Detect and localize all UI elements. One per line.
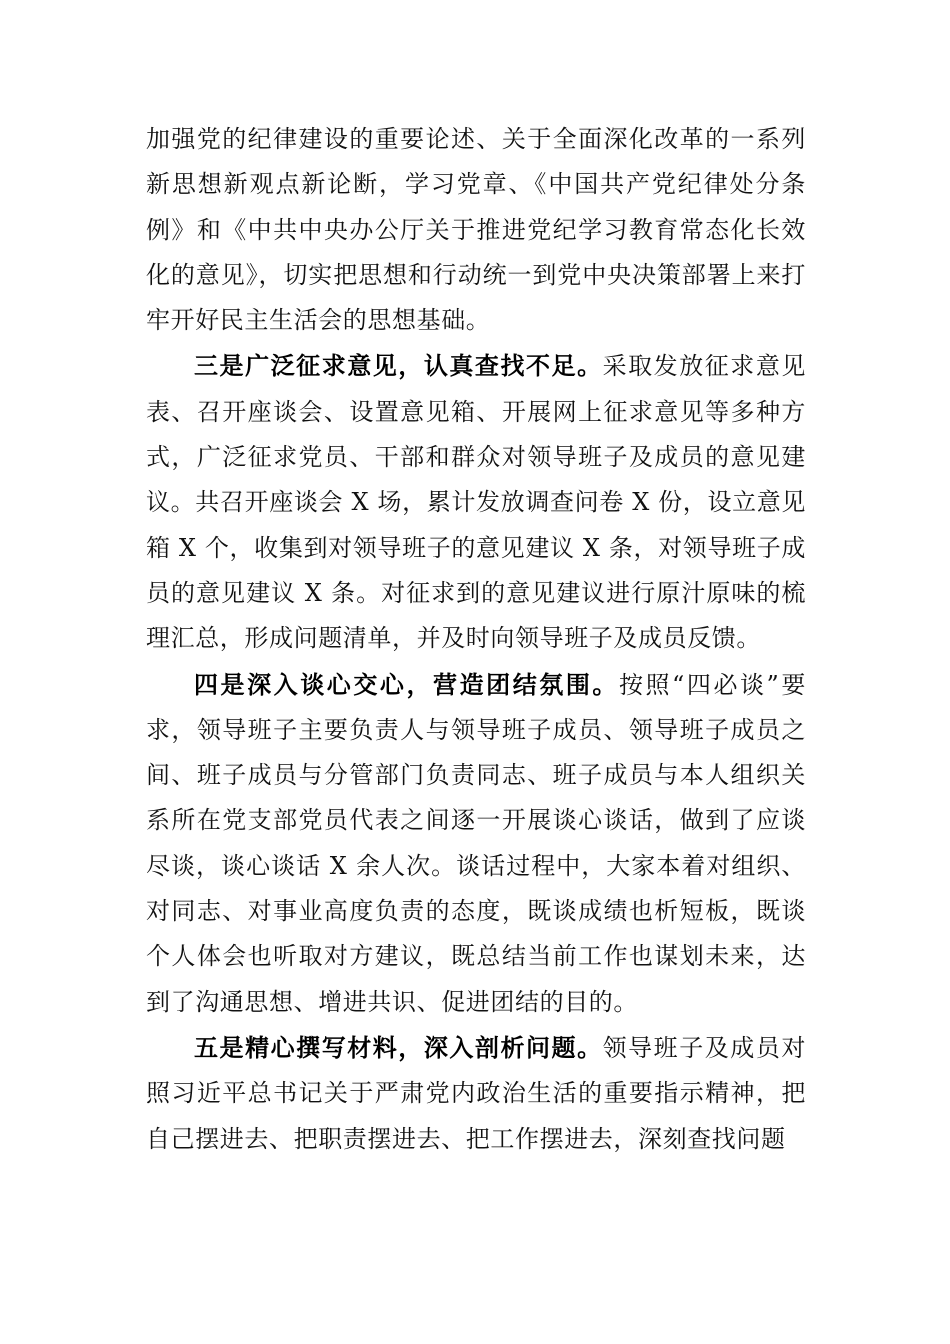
paragraph-body: 加强党的纪律建设的重要论述、关于全面深化改革的一系列新思想新观点新论断，学习党章、《中国共产党纪律处分条例》和《中共中央办公厅关于推进党纪学习教育常态化长效化的意见》，切实把思想和行动统一到党中央决策部署上来打牢开好民主生活会的思想基础。	[146, 125, 806, 335]
document-body	[146, 117, 806, 1162]
paragraph-3	[146, 343, 806, 661]
paragraph-body: 按照“四必谈”要求，领导班子主要负责人与领导班子成员、领导班子成员之间、班子成员与分管部门负责同志、班子成员与本人组织关系所在党支部党员代表之间逐一开展谈心谈话，做到了应谈尽谈，谈心谈话 X 余人次。谈话过程中，大家本着对组织、对同志、对事业高度负责的态度，既谈成绩也析短板，既谈个人体会也听取对方建议，既总结当前工作也谋划未来，达到了沟通思想、增进共识、促进团结的目的。	[146, 670, 806, 1016]
paragraph-continued	[146, 117, 806, 343]
paragraph-heading: 五是精心撰写材料，深入剖析问题。	[194, 1032, 603, 1062]
paragraph-4	[146, 662, 806, 1025]
paragraph-5	[146, 1025, 806, 1162]
paragraph-body: 采取发放征求意见表、召开座谈会、设置意见箱、开展网上征求意见等多种方式，广泛征求党员、干部和群众对领导班子及成员的意见建议。共召开座谈会 X 场，累计发放调查问卷 X 份，设立意见箱 X 个，收集到对领导班子的意见建议 X 条，对领导班子成员的意见建议 X 条。对征求到的意见建议进行原汁原味的梳理汇总，形成问题清单，并及时向领导班子及成员反馈。	[146, 352, 806, 653]
paragraph-body: 领导班子及成员对照习近平总书记关于严肃党内政治生活的重要指示精神，把自己摆进去、把职责摆进去、把工作摆进去，深刻查找问题	[146, 1033, 806, 1153]
paragraph-heading: 四是深入谈心交心，营造团结氛围。	[194, 669, 619, 699]
paragraph-heading: 三是广泛征求意见，认真查找不足。	[194, 351, 603, 381]
